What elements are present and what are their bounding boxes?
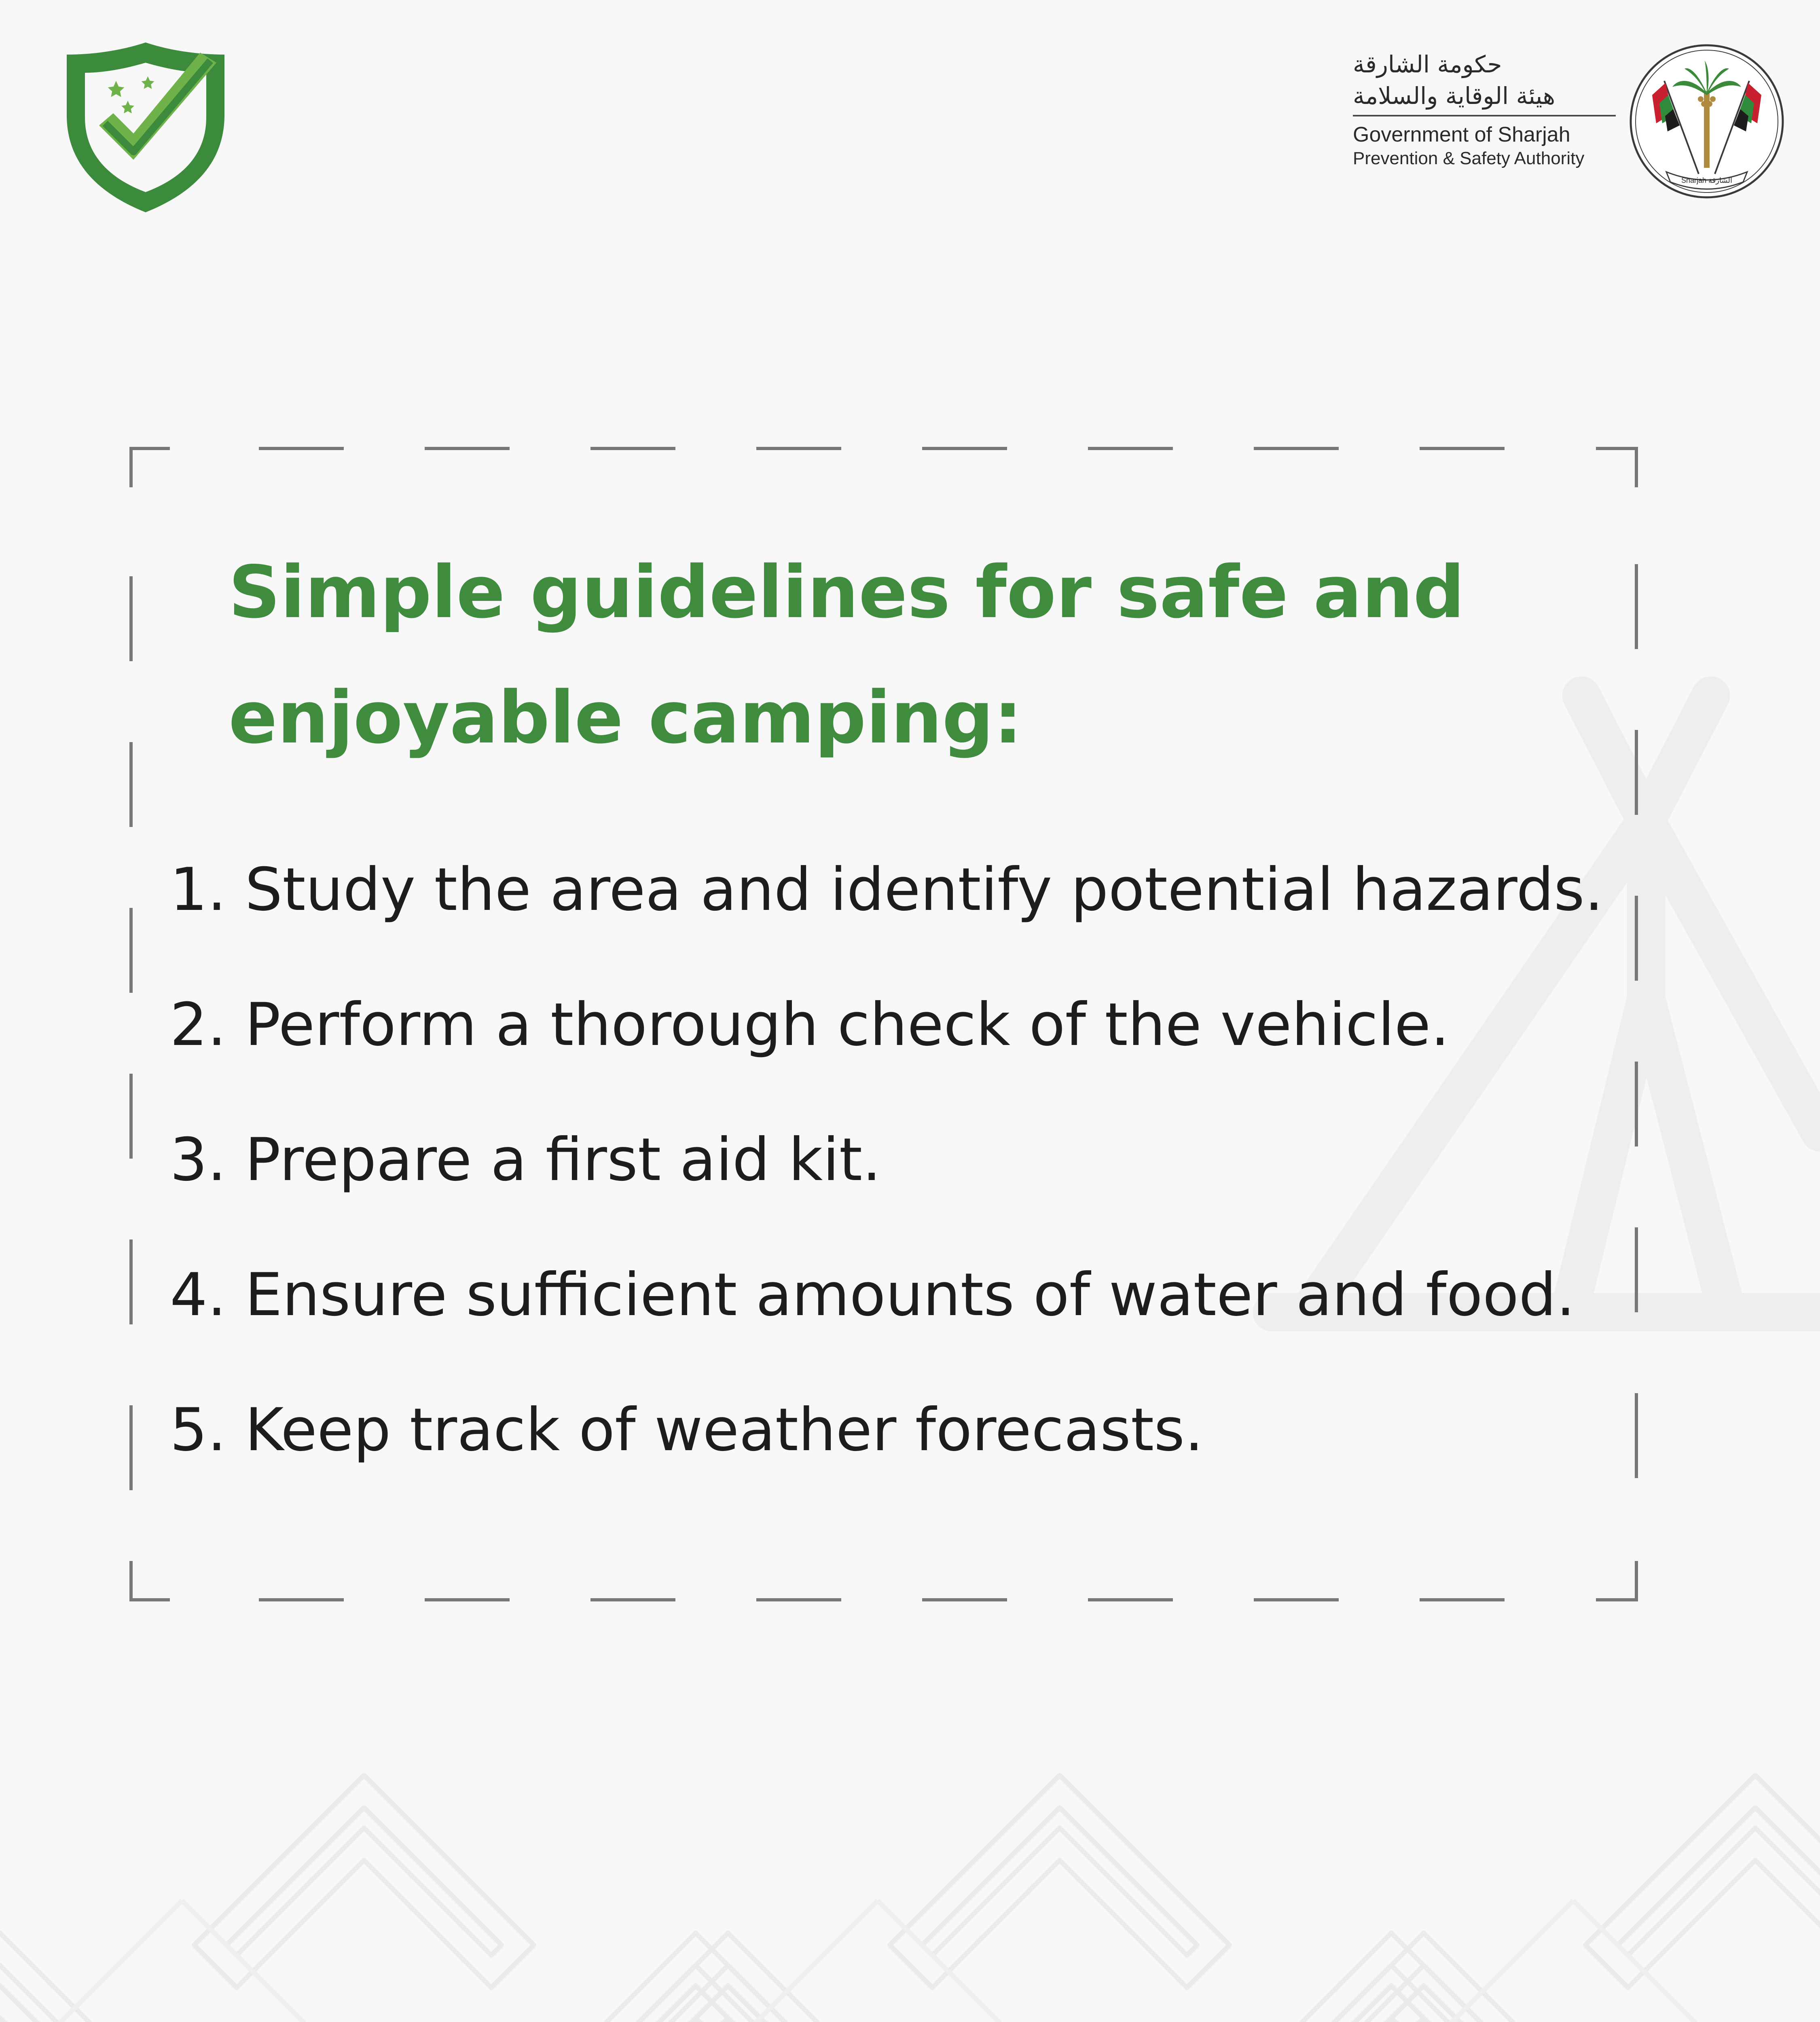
sadu-chevron-pattern-icon <box>0 1775 1820 2022</box>
list-item: 2. Perform a thorough check of the vehicle. <box>170 990 1450 1059</box>
shield-checkmark-icon <box>57 38 235 216</box>
sharjah-emblem-icon <box>1628 42 1786 200</box>
page-title: Simple guidelines for safe and enjoyable camping: <box>229 550 1465 759</box>
gov-divider <box>1353 115 1616 116</box>
list-item: 5. Keep track of weather forecasts. <box>170 1396 1204 1464</box>
emblem-ribbon-text: Sharjah الشارقة <box>1681 176 1733 184</box>
authority-name-english: Prevention & Safety Authority <box>1353 148 1585 168</box>
guidelines-list <box>170 837 1610 1512</box>
gov-name-english: Government of Sharjah <box>1353 123 1570 146</box>
government-name-block <box>1353 49 1616 194</box>
list-item: 1. Study the area and identify potential hazards. <box>170 855 1604 924</box>
list-item: 4. Ensure sufficient amounts of water and food. <box>170 1261 1575 1329</box>
list-item: 3. Prepare a first aid kit. <box>170 1125 881 1194</box>
gov-name-arabic-line2: هيئة الوقاية والسلامة <box>1353 82 1555 110</box>
gov-name-arabic-line1: حكومة الشارقة <box>1353 51 1502 78</box>
